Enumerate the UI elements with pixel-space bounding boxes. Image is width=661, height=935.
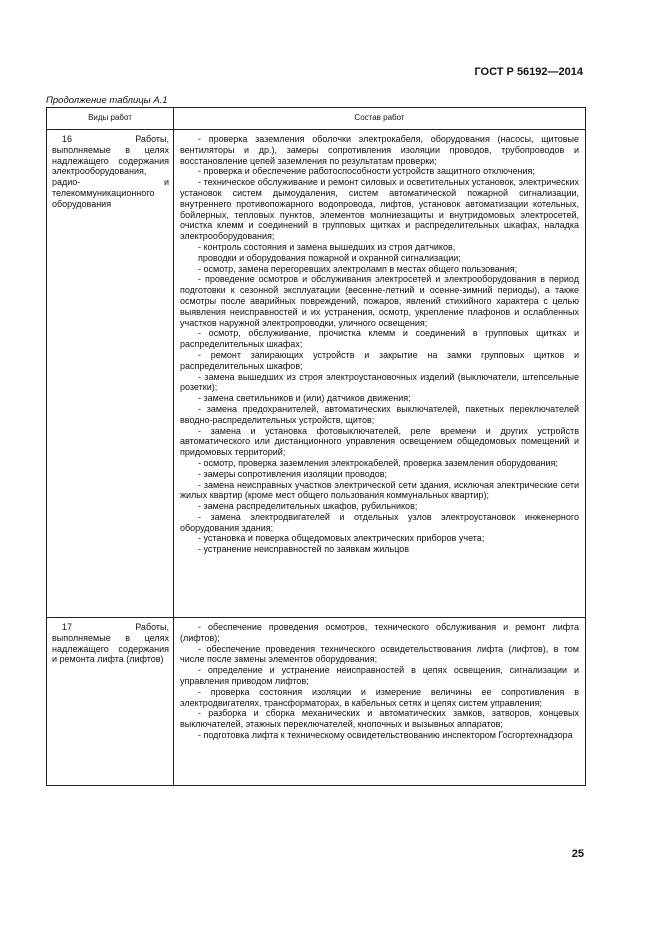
work-item: - ремонт запирающих устройств и закрытие на замки групповых щитков и распределительных шкафов; xyxy=(180,349,579,371)
work-item: - техническое обслуживание и ремонт силовых и осветительных установок, электрических установок систем дымоудаления, систем автоматической пожарной сигнализации, внутреннего противопожарного водопровода, лифтов, установок автоматизации котельных, бойлерных, тепловых пунктов, элементов молниезащиты и внутридомовых электросетей, очистка клемм и соединений в групповых щитках и распределительных шкафах, наладка электрооборудования; xyxy=(180,177,579,242)
work-item: - подготовка лифта к техническому освидетельствованию инспектором Госгортехнадзора xyxy=(198,729,573,740)
column-header-kind: Виды работ xyxy=(47,108,174,130)
work-item: - замена распределительных шкафов, рубильников; xyxy=(198,501,418,512)
table-caption: Продолжение таблицы А.1 xyxy=(46,95,168,106)
work-item: - установка и поверка общедомовых электрических приборов учета; xyxy=(198,533,485,544)
kind-text: 16 Работы, выполняемые в целях надлежащего содержания электрооборудования, радио- и телекоммуникационного оборудования xyxy=(52,134,169,209)
page-number: 25 xyxy=(571,848,584,860)
work-item: - замена вышедших из строя электроустановочных изделий (выключатели, штепсельные розетки); xyxy=(180,371,579,393)
work-item: - контроль состояния и замена вышедших из строя датчиков, xyxy=(198,241,456,252)
work-item: - проверка и обеспечение работоспособности устройств защитного отключения; xyxy=(198,166,535,177)
standard-number: ГОСТ Р 56192—2014 xyxy=(474,66,583,78)
work-item: - осмотр, проверка заземления электрокабелей, проверка заземления оборудования; xyxy=(198,457,558,468)
kind-text: 17 Работы, выполняемые в целях надлежащего содержания и ремонта лифта (лифтов) xyxy=(52,622,169,665)
work-item: - проверка заземления оболочки электрокабеля, оборудования (насосы, щитовые вентиляторы и др.), замеры сопротивления изоляции проводов, трубопроводов и восстановление цепей заземления по результатам проверки; xyxy=(180,134,579,166)
work-item: - обеспечение проведения технического освидетельствования лифта (лифтов), в том числе после замены элементов оборудования; xyxy=(180,643,579,665)
work-item: - проверка состояния изоляции и измерение величины ее сопротивления в электродвигателях, трансформаторах, в кабельных сетях и цепях систем управления; xyxy=(180,686,579,708)
work-item: - замена и установка фотовыключателей, реле времени и других устройств автоматического или дистанционного управления освещением общедомовых помещений и придомовых территорий; xyxy=(180,425,579,458)
work-item: - проведение осмотров и обслуживания электросетей и электрооборудования в период подготовки к сезонной эксплуатации (весенне-летний и осенне-зимний периоды), а также осмотры после аварийных повреждений, пожаров, явлений стихийного характера с целью выявления неисправностей и их устранения, осмотр, укрепление плафонов и ослабленных участков наружной электропроводки, уличного освещения; xyxy=(180,274,579,328)
row-kind-16 xyxy=(47,130,174,618)
row-composition-17 xyxy=(174,618,586,786)
work-item: - обеспечение проведения осмотров, технического обслуживания и ремонт лифта (лифтов); xyxy=(180,622,579,643)
column-header-composition: Состав работ xyxy=(174,108,586,130)
work-item: - устранение неисправностей по заявкам жильцов xyxy=(198,544,410,555)
works-table xyxy=(46,107,586,786)
work-item: - замена светильников и (или) датчиков движения; xyxy=(198,393,411,404)
table-header-row xyxy=(47,108,586,130)
row-kind-17 xyxy=(47,618,174,786)
work-item: проводки и оборудования пожарной и охранной сигнализации; xyxy=(198,252,461,263)
work-item: - определение и устранение неисправностей в цепях освещения, сигнализации и управления приводом лифтов; xyxy=(180,665,579,686)
work-item: - замена электродвигателей и отдельных узлов электроустановок инженерного оборудования здания; xyxy=(180,511,579,533)
work-item: - разборка и сборка механических и автоматических замков, затворов, концевых выключателей, этажных переключателей, кнопочных и вызывных аппаратов; xyxy=(180,708,579,730)
work-item: - замеры сопротивления изоляции проводов; xyxy=(198,468,388,479)
work-item: - замена неисправных участков электрической сети здания, исключая электрические сети жилых квартир (кроме мест общего пользования коммунальных квартир); xyxy=(180,479,579,501)
row-composition-16 xyxy=(174,130,586,618)
work-item: - замена предохранителей, автоматических выключателей, пакетных переключателей вводно-распределительных устройств, щитов; xyxy=(180,403,579,425)
work-item: - осмотр, обслуживание, прочистка клемм и соединений в групповых щитках и распределительных шкафах; xyxy=(180,328,579,350)
table-row xyxy=(47,130,586,618)
work-item: - осмотр, замена перегоревших электроламп в местах общего пользования; xyxy=(198,263,518,274)
table-row xyxy=(47,618,586,786)
